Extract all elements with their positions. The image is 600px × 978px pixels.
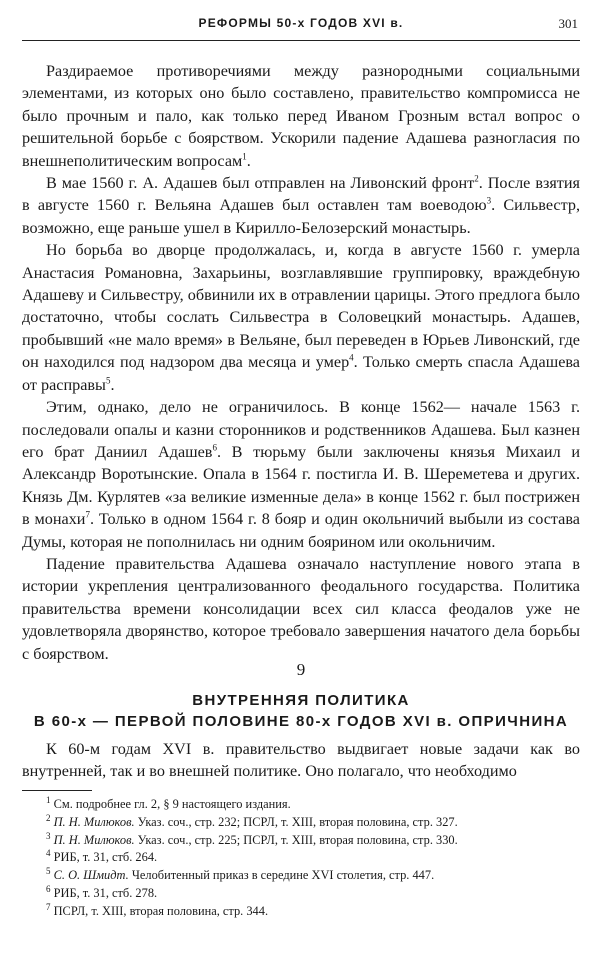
- paragraph-text: . Только смерть спасла Адашева от расправы: [22, 353, 580, 394]
- paragraph-3: [22, 239, 580, 396]
- footnote-number: 2: [46, 812, 51, 823]
- footnote-number: 5: [46, 866, 51, 877]
- section-title-line-1: ВНУТРЕННЯЯ ПОЛИТИКА: [192, 692, 410, 709]
- footnote-text: Указ. соч., стр. 232; ПСРЛ, т. XIII, вторая половина, стр. 327.: [137, 814, 458, 829]
- page-number: 301: [558, 16, 578, 31]
- footnote-ref-6[interactable]: 6: [212, 442, 217, 453]
- section-number: 9: [296, 660, 306, 679]
- footnote-number: 1: [46, 794, 51, 805]
- footnote-text: Указ. соч., стр. 225; ПСРЛ, т. XIII, вторая половина, стр. 330.: [137, 832, 458, 847]
- paragraph-text: .: [246, 151, 251, 170]
- footnote-ref-7[interactable]: 7: [85, 509, 90, 520]
- paragraph-text: В мае 1560 г. А. Адашев был отправлен на Ливонский фронт: [46, 174, 475, 193]
- footnote-ref-5[interactable]: 5: [105, 375, 111, 386]
- paragraph-text: Но борьба во дворце продолжалась, и, когда в августе 1560 г. умерла Анастасия Романовна, Захарьины, возглавлявшие группировку, враждебную Адашеву и Сильвестру, обвинили их в отравлении царицы. Этого предлога было достаточно, чтобы сослать Сильвестра в Соловецкий монастырь. Адашев, пробывший «не мало время» в Вельяне, был переведен в Юрьев Ливонский, где он находился под надзором два месяца и умер: [22, 241, 580, 372]
- paragraph-text: Падение правительства Адашева означало наступление нового этапа в истории укрепления централизованного феодального государства. Политика правительства времени консолидации всех сил класса феодалов уже не удовлетворяла дворянство, которое требовало завершения начатого дела борьбы с боярством.: [22, 554, 580, 663]
- footnote-text: РИБ, т. 31, стб. 278.: [53, 885, 158, 900]
- footnote-ref-4[interactable]: 4: [349, 352, 354, 363]
- footnote-ref-2[interactable]: 2: [474, 173, 479, 184]
- paragraph-text: Раздираемое противоречиями между разнородными социальными элементами, из которых оно было составлено, правительство компромисса не было прочным и пало, как только перед Иваном Грозным встал вопрос о решительной борьбе с боярством. Ускорили падение Адашева разногласия по внешнеполитическим вопросам: [22, 62, 580, 170]
- footnote-number: 3: [46, 830, 51, 841]
- footnote-6: [22, 885, 580, 903]
- paragraph-1: [22, 60, 580, 172]
- footnote-ref-3[interactable]: 3: [486, 196, 492, 207]
- paragraph-5: [22, 553, 580, 665]
- footnote-number: 4: [46, 848, 51, 859]
- paragraph-text: . После взятия в августе 1560 г. Вельяна Адашев был оставлен там воеводою: [22, 174, 580, 215]
- paragraph-text: . Сильвестр, возможно, еще раньше ушел в Кирилло-Белозерский монастырь.: [22, 196, 581, 237]
- footnote-text: См. подробнее гл. 2, § 9 настоящего издания.: [53, 797, 291, 811]
- footnote-5: [22, 867, 580, 885]
- footnote-2: [22, 814, 580, 832]
- footnote-author: П. Н. Милюков.: [53, 832, 135, 847]
- paragraph-4: [22, 396, 580, 553]
- footnote-divider: [22, 790, 92, 791]
- footnote-text: Челобитенный приказ в середине XVI столетия, стр. 447.: [131, 868, 435, 883]
- footnote-number: 6: [46, 883, 51, 894]
- footnote-7: [22, 903, 580, 921]
- footnote-author: П. Н. Милюков.: [53, 814, 135, 829]
- footnote-number: 7: [46, 901, 51, 912]
- footnote-text: ПСРЛ, т. XIII, вторая половина, стр. 344.: [53, 903, 269, 918]
- paragraph-text: . Только в одном 1564 г. 8 бояр и один окольничий выбыли из состава Думы, которая не пополнилась ни одним боярином или окольничим.: [22, 510, 580, 551]
- paragraph-text: Этим, однако, дело не ограничилось. В конце 1562— начале 1563 г. последовали опалы и казни сторонников и родственников Адашева. Был казнен его брат Даниил Адашев: [22, 398, 580, 461]
- footnote-author: С. О. Шмидт.: [53, 868, 129, 883]
- section-title-line-2: В 60-х — ПЕРВОЙ ПОЛОВИНЕ 80-х ГОДОВ XVI в. ОПРИЧНИНА: [33, 713, 569, 730]
- footnote-1: [22, 796, 580, 814]
- paragraph-text: .: [110, 375, 115, 394]
- running-head: [22, 12, 580, 41]
- footnote-text: РИБ, т. 31, стб. 264.: [53, 850, 158, 865]
- footnotes: [22, 796, 580, 921]
- running-head-title: РЕФОРМЫ 50-х ГОДОВ XVI в.: [198, 16, 404, 30]
- paragraph-2: [22, 172, 580, 239]
- footnote-ref-1[interactable]: 1: [242, 151, 247, 162]
- paragraph-text: . В тюрьму были заключены князья Михаил и Александр Воротынские. Опала в 1564 г. постигла И. В. Шереметева и других. Князь Дм. Курлятев «за великие изменные дела» в конце 1562 г. был пострижен в монахи: [22, 442, 580, 529]
- footnote-4: [22, 849, 580, 867]
- intro-paragraph: К 60-м годам XVI в. правительство выдвигает новые задачи как во внутренней, так и во внешней политике. Оно полагало, что необходимо: [22, 740, 580, 781]
- section-heading: [22, 660, 580, 732]
- section-intro: [22, 738, 580, 783]
- footnote-3: [22, 832, 580, 850]
- main-text: [22, 60, 580, 665]
